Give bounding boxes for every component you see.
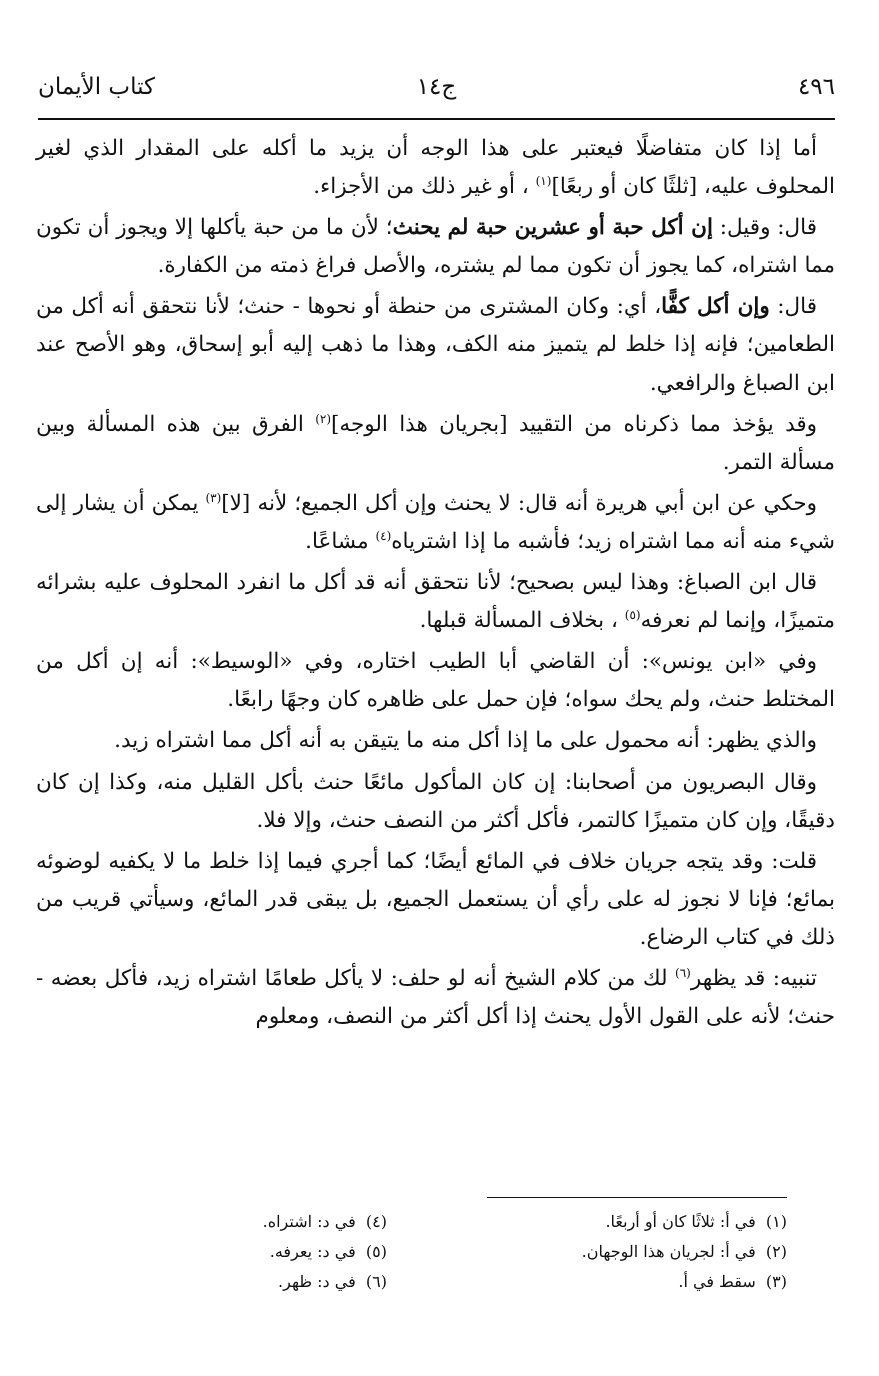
footnote-number: (٣) [765,1272,787,1291]
text-run: يمكن أن يشار إلى شيء منه أنه مما اشتراه زيد؛ فأشبه ما إذا اشترياه [36,490,835,554]
footnote-ref: (٣) [205,490,222,505]
footnote-rule [487,1197,787,1198]
footnote-ref: (٤) [375,528,392,543]
footnote-item [582,1267,787,1297]
text-run: ، أي: وكان المشترى من حنطة أو نحوها - حنث؛ لأنا نتحقق أنه أكل من الطعامين؛ فإنه إذا خلط لم يتميز منه الكف، وهذا ما ذهب إليه أبو إسحاق، وهو الأصح عند ابن الصباغ والرافعي. [36,294,835,396]
footnote-number: (٦) [365,1272,387,1291]
text-run: أما إذا كان متفاضلًا فيعتبر على هذا الوجه أن يزيد ما أكله على المقدار الذي لغير المحلوف عليه، [ثلثًا كان أو ربعًا] [36,136,835,200]
text-run: تنبيه: قد يظهر [690,965,817,991]
header-rule [38,118,835,120]
footnote-item [582,1207,787,1237]
footnote-item [263,1207,387,1237]
footnote-text: في أ: ثلاثًا كان أو أربعًا. [605,1212,756,1231]
footnote-text: في د: اشتراه. [262,1212,356,1231]
paragraph [36,209,835,285]
paragraph [36,288,835,402]
text-run: وقد يؤخذ مما ذكرناه من التقييد [بجريان هذا الوجه] [331,411,818,437]
text-run: قلت: وقد يتجه جريان خلاف في المائع أيضًا؛ كما أجري فيما إذا خلط ما لا يكفيه لوضوئه بمائع؛ فإنا لا نجوز له على رأي أن يستعمل الجميع، بل يبقى قدر المائع، وسيأتي قريب من ذلك في كتاب الرضاع. [36,848,835,950]
quoted-matn: وإن أكل كفًّا [661,294,770,320]
main-text [36,130,835,1039]
footnote-column [582,1207,787,1297]
text-run: ، أو غير ذلك من الأجزاء. [313,174,536,200]
footnote-item [582,1237,787,1267]
text-run: لك من كلام الشيخ أنه لو حلف: لا يأكل طعامًا اشتراه زيد، فأكل بعضه - حنث؛ لأنه على القول الأول يحنث إذا أكل أكثر من النصف، ومعلوم [36,965,835,1030]
text-run: وحكي عن ابن أبي هريرة أنه قال: لا يحنث وإن أكل الجميع؛ لأنه [لا] [221,490,817,516]
page-number: ٤٩٦ [797,74,835,100]
volume-number: ج١٤ [416,74,457,100]
footnote-ref: (٥) [624,607,641,622]
paragraph [36,764,835,840]
running-head [38,70,835,110]
footnote-number: (٤) [365,1212,387,1231]
text-run: قال ابن الصباغ: وهذا ليس بصحيح؛ لأنا نتحقق أنه قد أكل ما انفرد المحلوف عليه بشرائه متميزًا، وإنما لم نعرفه [36,570,835,634]
book-title: كتاب الأيمان [38,74,155,100]
text-run: الفرق بين هذه المسألة وبين مسألة التمر. [36,411,835,475]
footnote-ref: (٦) [675,965,691,980]
paragraph [36,406,835,482]
paragraph [36,722,835,760]
text-run: مشاعًا. [305,528,376,554]
quoted-matn: إن أكل حبة أو عشرين حبة لم يحنث [392,215,713,241]
footnote-number: (١) [765,1212,787,1231]
footnote-ref: (١) [535,173,552,188]
footnote-column [263,1207,387,1297]
paragraph [36,130,835,206]
text-run: والذي يظهر: أنه محمول على ما إذا أكل منه ما يتيقن به أنه أكل مما اشتراه زيد. [114,728,817,754]
paragraph [36,843,835,957]
text-run: وقال البصريون من أصحابنا: إن كان المأكول مائعًا حنث بأكل القليل منه، وكذا إن كان دقيقًا، وإن كان متميزًا كالتمر، فأكل أكثر من النصف حنث، وإلا فلا. [36,769,835,833]
footnote-item [263,1237,387,1267]
footnote-text: سقط في أ. [678,1272,756,1291]
paragraph [36,564,835,640]
footnote-ref: (٢) [315,411,332,426]
footnote-number: (٥) [365,1242,387,1261]
text-run: ، بخلاف المسألة قبلها. [419,608,625,634]
text-run: قال: وقيل: [712,215,817,241]
text-run: قال: [769,294,817,320]
footnote-text: في د: يعرفه. [269,1242,356,1261]
footnote-text: في أ: لجريان هذا الوجهان. [581,1242,756,1261]
footnote-item [263,1267,387,1297]
paragraph [36,643,835,719]
paragraph [36,485,835,561]
paragraph [36,960,835,1036]
text-run: وفي «ابن يونس»: أن القاضي أبا الطيب اختاره، وفي «الوسيط»: أنه إن أكل من المختلط حنث، ولم يحك سواه؛ فإن حمل على ظاهره كان وجهًا رابعًا. [36,649,835,713]
footnote-text: في د: ظهر. [278,1272,356,1291]
footnote-number: (٢) [765,1242,787,1261]
text-run: ؛ لأن ما من حبة يأكلها إلا ويجوز أن تكون مما اشتراه، كما يجوز أن تكون مما لم يشتره، والأصل فراغ ذمته من الكفارة. [36,215,835,279]
